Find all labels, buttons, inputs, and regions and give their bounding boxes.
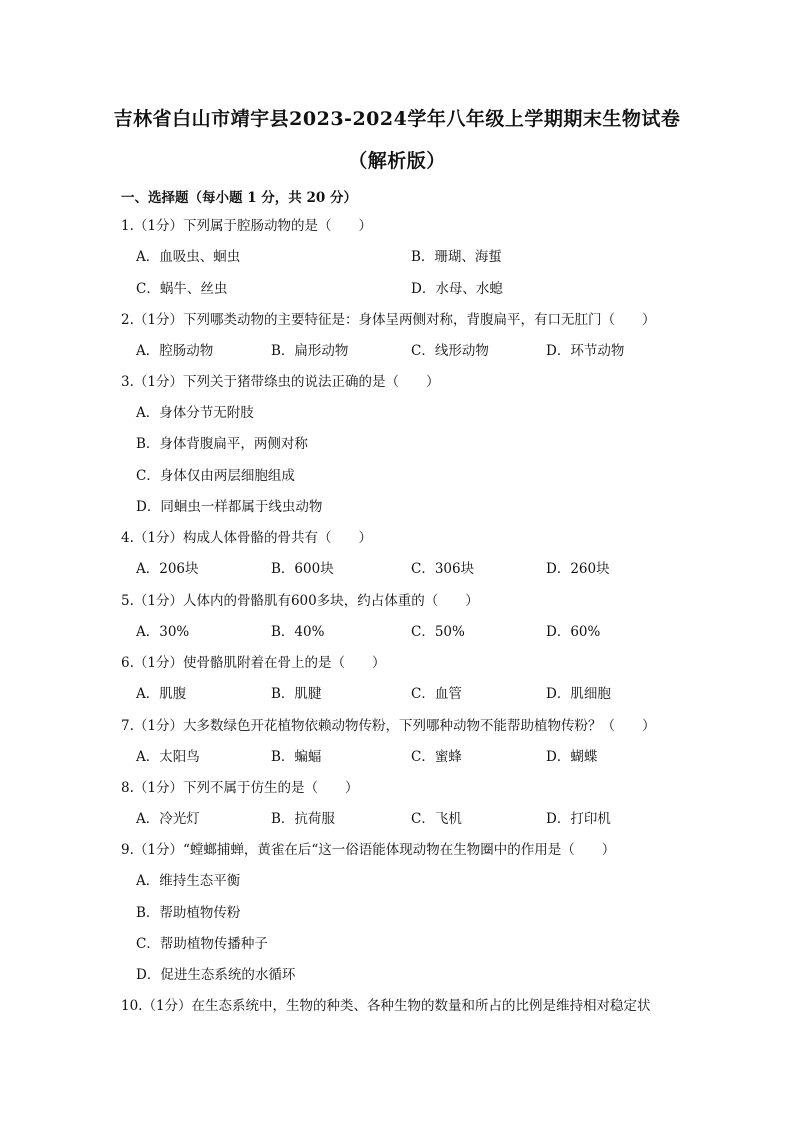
question-8-option-b: B．抗荷服 [271, 811, 335, 827]
question-7-option-b: B．蝙蝠 [271, 749, 322, 765]
question-8-option-c: C．飞机 [411, 811, 462, 827]
question-3-option-a: A．身体分节无附肢 [136, 405, 254, 421]
question-2-option-b: B．扁形动物 [271, 343, 349, 359]
question-6-option-a: A．肌腹 [136, 686, 187, 702]
question-9-stem: 9.（1分）“螳螂捕蝉，黄雀在后“这一俗语能体现动物在生物圈中的作用是（ ） [121, 842, 616, 858]
question-3-stem: 3.（1分）下列关于猪带绦虫的说法正确的是（ ） [121, 374, 440, 390]
question-8-option-a: A．冷光灯 [136, 811, 200, 827]
question-2-option-c: C．线形动物 [411, 343, 489, 359]
question-2-stem: 2.（1分）下列哪类动物的主要特征是：身体呈两侧对称，背腹扁平，有口无肛门（ ） [121, 312, 656, 328]
question-6-option-c: C．血管 [411, 686, 462, 702]
question-6-option-d: D．肌细胞 [546, 686, 611, 702]
question-9-option-d: D．促进生态系统的水循环 [136, 967, 296, 983]
document-subtitle: （解析版） [348, 150, 446, 172]
question-1-stem: 1.（1分）下列属于腔肠动物的是（ ） [121, 218, 372, 234]
question-7-option-a: A．太阳鸟 [136, 749, 200, 765]
question-9-option-b: B．帮助植物传粉 [136, 905, 241, 921]
question-1-option-c: C．蜗牛、丝虫 [136, 281, 228, 297]
question-1-option-a: A．血吸虫、蛔虫 [136, 249, 241, 265]
question-5-option-b: B．40% [271, 624, 325, 640]
question-6-option-b: B．肌腱 [271, 686, 322, 702]
question-9-option-c: C．帮助植物传播种子 [136, 936, 268, 952]
question-1-option-d: D．水母、水螅 [411, 281, 503, 297]
question-5-option-c: C．50% [411, 624, 465, 640]
question-2-option-d: D．环节动物 [546, 343, 625, 359]
question-6-stem: 6.（1分）使骨骼肌附着在骨上的是（ ） [121, 655, 386, 671]
question-4-option-c: C．306块 [411, 561, 475, 577]
question-3-option-b: B．身体背腹扁平，两侧对称 [136, 436, 308, 452]
question-10-stem: 10.（1分）在生态系统中，生物的种类、各种生物的数量和所占的比例是维持相对稳定状 [121, 998, 651, 1014]
question-4-stem: 4.（1分）构成人体骨骼的骨共有（ ） [121, 530, 372, 546]
question-4-option-d: D．260块 [546, 561, 610, 577]
question-5-stem: 5.（1分）人体内的骨骼肌有600多块，约占体重的（ ） [121, 593, 479, 609]
question-4-option-a: A．206块 [136, 561, 199, 577]
question-3-option-d: D．同蛔虫一样都属于线虫动物 [136, 499, 323, 515]
question-7-option-d: D．蝴蝶 [546, 749, 598, 765]
question-9-option-a: A．维持生态平衡 [136, 873, 241, 889]
question-2-option-a: A．腔肠动物 [136, 343, 214, 359]
question-7-option-c: C．蜜蜂 [411, 749, 462, 765]
document-title: 吉林省白山市靖宇县2023-2024学年八年级上学期期末生物试卷 [113, 108, 681, 130]
question-8-stem: 8.（1分）下列不属于仿生的是（ ） [121, 780, 359, 796]
question-3-option-c: C．身体仅由两层细胞组成 [136, 468, 295, 484]
question-4-option-b: B．600块 [271, 561, 334, 577]
section-heading: 一、选择题（每小题 1 分，共 20 分） [121, 190, 357, 206]
question-5-option-d: D．60% [546, 624, 601, 640]
question-5-option-a: A．30% [136, 624, 190, 640]
question-1-option-b: B．珊瑚、海蜇 [411, 249, 502, 265]
question-8-option-d: D．打印机 [546, 811, 611, 827]
question-7-stem: 7.（1分）大多数绿色开花植物依赖动物传粉，下列哪种动物不能帮助植物传粉？（ ） [121, 718, 656, 734]
